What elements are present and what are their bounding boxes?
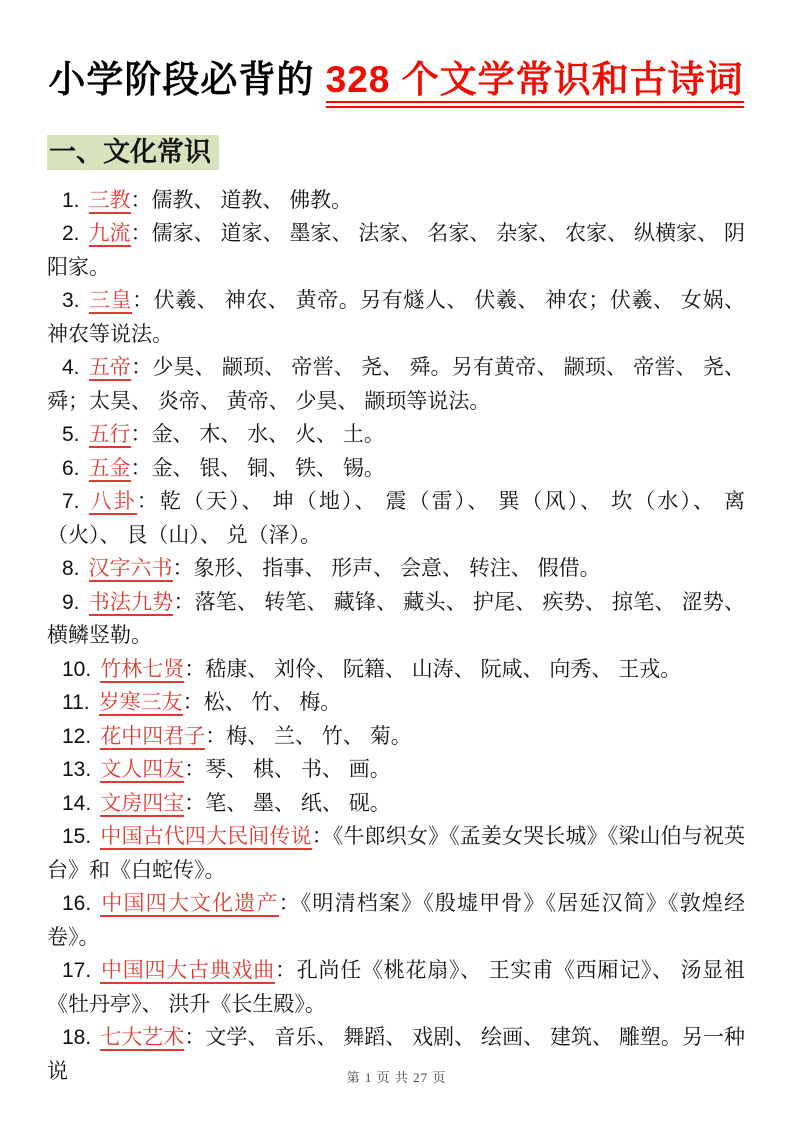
list-item	[47, 787, 745, 821]
page-title	[47, 56, 745, 104]
item-definition: ：金、 银、 铜、 铁、 锡。	[130, 456, 385, 480]
item-number: 11.	[62, 691, 90, 715]
item-term: 中国四大古典戏曲	[100, 959, 275, 983]
item-definition: ：孔尚任《桃花扇》、 王实甫《西厢记》、 汤显祖《牡丹亭》、 洪升《长生殿》。	[47, 959, 746, 1016]
item-number: 14.	[62, 791, 92, 815]
page-footer: 第 1 页 共 27 页	[346, 1070, 447, 1085]
knowledge-list	[47, 184, 745, 1089]
list-item	[47, 720, 745, 754]
list-item	[47, 686, 745, 720]
item-number: 13.	[62, 758, 92, 782]
item-number: 16.	[62, 892, 92, 916]
item-number: 3.	[62, 289, 80, 313]
list-item	[47, 954, 745, 1021]
list-item	[47, 485, 745, 552]
item-definition: ：松、 竹、 梅。	[182, 691, 342, 715]
list-item	[47, 351, 745, 418]
item-definition: ：笔、 墨、 纸、 砚。	[184, 791, 391, 815]
item-term: 文人四友	[100, 758, 185, 782]
item-definition: ：文学、 音乐、 舞蹈、 戏剧、 绘画、 建筑、 雕塑。另一种说	[47, 1026, 746, 1083]
item-number: 12.	[62, 724, 92, 748]
item-number: 10.	[62, 657, 92, 681]
item-number: 18.	[62, 1026, 92, 1050]
list-item	[47, 586, 745, 653]
item-term: 三皇	[88, 289, 133, 313]
item-number: 4.	[62, 356, 80, 380]
item-term: 五帝	[88, 356, 132, 380]
item-term: 文房四宝	[100, 791, 185, 815]
item-number: 9.	[62, 590, 80, 614]
item-definition: ：少昊、 颛顼、 帝喾、 尧、 舜。另有黄帝、 颛顼、 帝喾、 尧、 舜；太昊、 炎帝、 黄帝、 少昊、 颛顼等说法。	[47, 356, 746, 413]
item-definition: ：儒家、 道家、 墨家、 法家、 名家、 杂家、 农家、 纵横家、 阴阳家。	[47, 222, 745, 279]
item-term: 书法九势	[88, 590, 174, 614]
item-definition: ：《牛郎织女》《孟姜女哭长城》《梁山伯与祝英台》和《白蛇传》。	[47, 825, 746, 882]
item-term: 中国古代四大民间传说	[100, 825, 312, 849]
page-title-black-part: 小学阶段必背的	[48, 59, 326, 100]
item-number: 6.	[62, 456, 80, 480]
item-definition: ：落笔、 转笔、 藏锋、 藏头、 护尾、 疾势、 掠笔、 涩势、 横鳞竖勒。	[47, 590, 745, 648]
item-term: 五行	[88, 423, 131, 447]
list-item	[47, 552, 745, 586]
list-item	[47, 753, 745, 787]
section-heading	[47, 136, 745, 170]
list-item	[47, 452, 745, 486]
list-item	[47, 653, 745, 687]
item-definition: ：琴、 棋、 书、 画。	[184, 758, 391, 782]
item-number: 1.	[62, 188, 80, 212]
list-item	[47, 217, 745, 284]
item-term: 五金	[88, 456, 131, 480]
item-term: 七大艺术	[100, 1026, 185, 1050]
page-title-red-underlined-part: 328 个文学常识和古诗词	[326, 59, 744, 108]
item-definition: ：象形、 指事、 形声、 会意、 转注、 假借。	[172, 557, 601, 581]
item-term: 中国四大文化遗产	[100, 892, 279, 916]
item-number: 15.	[62, 825, 92, 849]
item-definition: ：嵇康、 刘伶、 阮籍、 山涛、 阮咸、 向秀、 王戎。	[184, 657, 682, 681]
item-term: 三教	[88, 188, 131, 212]
item-term: 八卦	[88, 490, 137, 514]
item-definition: ：儒教、 道教、 佛教。	[130, 188, 353, 212]
list-item	[47, 820, 745, 887]
section-heading-label: 一、文化常识	[47, 135, 219, 170]
item-term: 汉字六书	[88, 557, 173, 581]
item-definition: ：伏羲、 神农、 黄帝。另有燧人、 伏羲、 神农；伏羲、 女娲、 神农等说法。	[47, 289, 746, 346]
item-number: 17.	[62, 959, 92, 983]
item-term: 岁寒三友	[98, 691, 183, 715]
list-item	[47, 284, 745, 351]
item-number: 5.	[62, 423, 80, 447]
item-term: 九流	[88, 222, 131, 246]
item-number: 2.	[62, 222, 80, 246]
item-definition: ：乾（天）、 坤（地）、 震（雷）、 巽（风）、 坎（水）、 离（火）、 艮（山）、 兑（泽）。	[47, 490, 745, 547]
item-definition: ：金、 木、 水、 火、 土。	[130, 423, 385, 447]
list-item	[47, 418, 745, 452]
item-number: 8.	[62, 557, 80, 581]
item-number: 7.	[62, 490, 80, 514]
item-term: 竹林七贤	[100, 657, 185, 681]
item-definition: ：《明清档案》《殷墟甲骨》《居延汉简》《敦煌经卷》。	[47, 892, 746, 949]
list-item	[47, 887, 745, 954]
item-definition: ：梅、 兰、 竹、 菊。	[205, 724, 412, 748]
list-item	[47, 184, 745, 218]
item-term: 花中四君子	[100, 724, 206, 748]
